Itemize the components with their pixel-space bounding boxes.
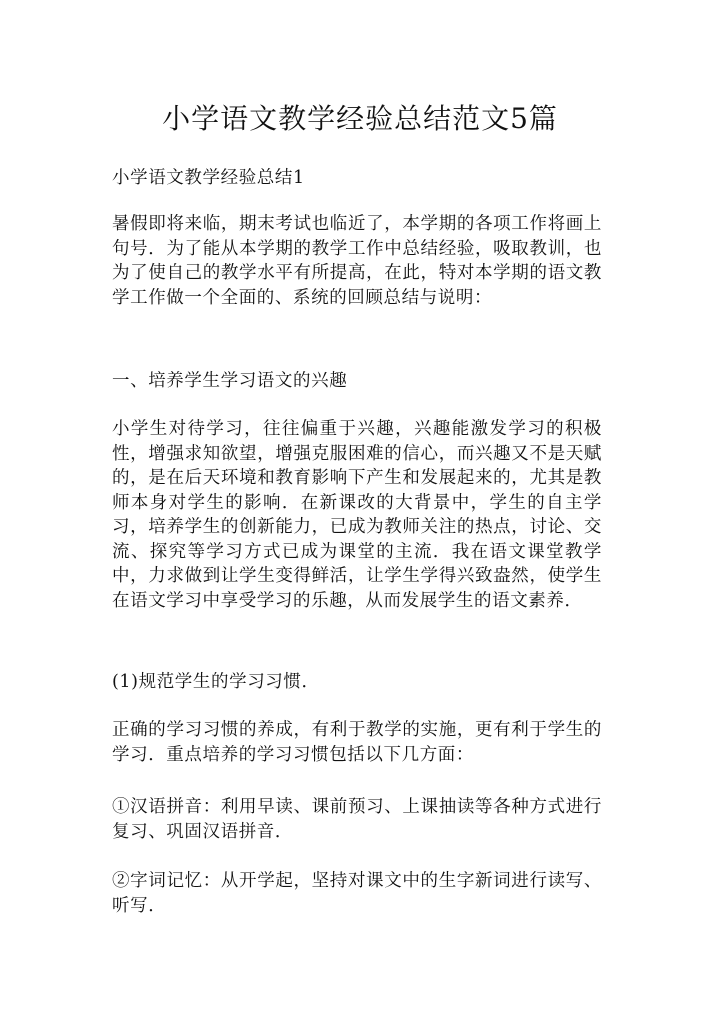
intro-paragraph: 暑假即将来临，期末考试也临近了，本学期的各项工作将画上句号．为了能从本学期的教学工作中总结经验，吸取教训，也为了使自己的教学水平有所提高，在此，特对本学期的语文教学工作做一个全面的、系统的回顾总结与说明：	[112, 214, 602, 308]
subsection-paragraph: 正确的学习习惯的养成，有利于教学的实施，更有利于学生的学习．重点培养的学习习惯包括以下几方面：	[112, 720, 602, 765]
list-item-vocabulary: ②字词记忆：从开学起，坚持对课文中的生字新词进行读写、听写．	[112, 871, 602, 916]
section-heading: 一、培养学生学习语文的兴趣	[112, 371, 348, 391]
list-item-pinyin: ①汉语拼音：利用早读、课前预习、上课抽读等各种方式进行复习、巩固汉语拼音．	[112, 797, 602, 842]
subsection-heading: (1)规范学生的学习习惯．	[112, 672, 320, 692]
document-title: 小学语文教学经验总结范文5篇	[162, 102, 558, 135]
section-paragraph: 小学生对待学习，往往偏重于兴趣，兴趣能激发学习的积极性，增强求知欲望，增强克服困难的信心，而兴趣又不是天赋的，是在后天环境和教育影响下产生和发展起来的，尤其是教师本身对学生的影响．在新课改的大背景中，学生的自主学习，培养学生的创新能力，已成为教师关注的热点，讨论、交流、探究等学习方式已成为课堂的主流．我在语文课堂教学中，力求做到让学生变得鲜活，让学生学得兴致盎然，使学生在语文学习中享受学习的乐趣，从而发展学生的语文素养．	[112, 419, 602, 611]
document-subtitle: 小学语文教学经验总结1	[112, 168, 305, 188]
